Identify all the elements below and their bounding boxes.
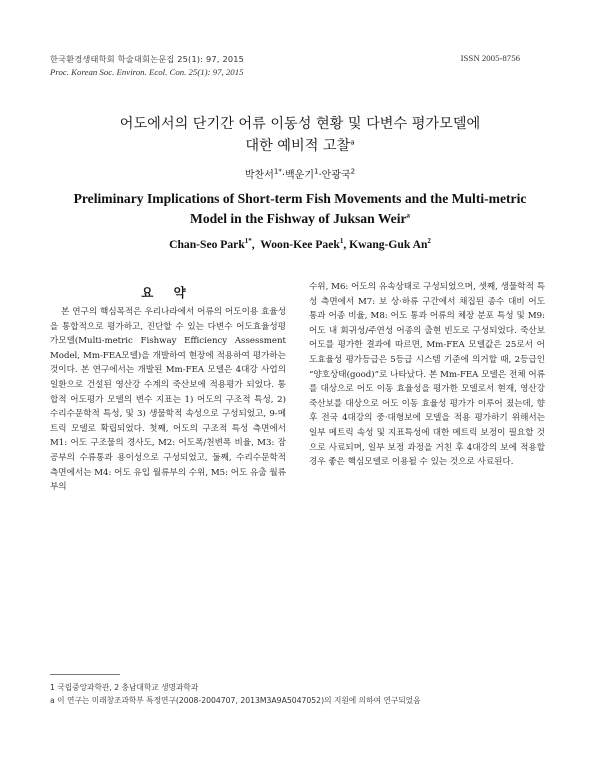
author-en-3: Kwang-Guk An xyxy=(349,238,428,251)
author-en-1-mark: 1* xyxy=(244,237,252,246)
footnote-divider xyxy=(50,674,120,675)
author-ko-2-mark: 1 xyxy=(314,167,319,176)
paper-title-korean xyxy=(0,113,600,157)
abstract-heading: 요 약 xyxy=(141,285,194,300)
journal-name-korean: 한국환경생태학회 학술대회논문집 25(1): 97, 2015 xyxy=(50,54,245,64)
footnotes xyxy=(50,681,550,707)
paper-title-english xyxy=(60,189,540,229)
abstract-column-right xyxy=(309,280,545,470)
author-ko-3: 안광국 xyxy=(321,170,351,181)
running-header xyxy=(50,53,244,79)
author-ko-1: 박찬서 xyxy=(244,170,274,181)
author-ko-2: 백운기 xyxy=(285,170,314,181)
title-ko-line2-wrap xyxy=(0,135,600,157)
author-en-2: Woon-Kee Paek xyxy=(260,238,340,251)
authors-korean: 박찬서$^{1*}$·백운기$^1$·안광국$^2$ xyxy=(244,167,356,181)
abstract-column-left xyxy=(50,305,286,495)
abstract-left-text: 본 연구의 핵심목적은 우리나라에서 어류의 어도이용 효율성을 통합적으로 평가하고, 진단할 수 있는 다변수 어도효율성평가모델(Multi-metric Fishway Efficiency Assessment Model, Mm-FEA모델)을 개발하여 현장에 적용하여 평가하는 것이다. 본 연구에서는 개발된 Mm-FEA 모델은 4대강 사업의 일환으로 건설된 영산강 수계의 죽산보에 적용평가 되었다. 통합적 어도평가 모델의 변수 지표는 1) 어도의 구조적 특성, 2) 수리수문학적 특성, 및 3) 생물학적 속성으로 구성되었고, 9-메트릭 모델로 확립되었다. 첫째, 어도의 구조적 특성 측면에서 M1: 어도 구조물의 경사도, M2: 어도폭/천변폭 비율, M3: 잠공부의 수류통과 용이성으로 구성되었고, 둘째, 수리수문학적 측면에서는 M4: 어도 유입 월류부의 수위, M5: 어도 유출 월류부의 xyxy=(50,307,286,493)
author-ko-1-mark: 1* xyxy=(273,167,282,176)
title-ko-line2: 대한 예비적 고찰 xyxy=(245,138,351,154)
author-en-3-mark: 2 xyxy=(427,237,431,246)
abstract-right-text: 수위, M6: 어도의 유속상태로 구성되었으며, 셋째, 생물학적 특성 측면에서 M7: 보 상·하류 구간에서 채집된 종수 대비 어도 통과 어종 비율, M8: 어도 통과 어류의 체장 분포 특성 및 M9: 어도 내 회귀성/주연성 어종의 출현 빈도로 구성되었다. 죽산보 어도를 평가한 결과에 따르면, Mm-FEA 모델값은 25로서 어도효율성 평가등급은 5등급 시스템 기준에 의거할 때, 2등급인 “양호상태(good)”로 나타났다. 본 Mm-FEA 모델은 전체 어류를 대상으로 어도 이동 효율성을 평가한 모델로서 현재, 영산강 죽산보를 대상으로 어도 이동 효율성 평가가 이루어 졌는데, 향후 전국 4대강의 중·대형보에 모델을 적용 평가하기 위해서는 일부 메트릭 속성 및 지표특성에 대한 메트릭 보정이 필요할 것으로 사료되며, 일부 보정 과정을 거친 후 4대강의 보에 적용할 경우 좋은 핵심모델로 이용될 수 있는 것으로 사료된다. xyxy=(309,282,545,468)
author-en-2-mark: 1 xyxy=(339,237,344,246)
title-ko-line1: 어도에서의 단기간 어류 이동성 현황 및 다변수 평가모델에 xyxy=(119,116,481,132)
footnote-affiliations: 1 국립중앙과학관, 2 충남대학교 생명과학과 xyxy=(50,683,199,692)
author-ko-3-mark: 2 xyxy=(350,167,356,176)
title-ko-footnote-mark: a xyxy=(350,138,355,147)
author-en-1: Chan-Seo Park xyxy=(169,238,245,251)
title-en-text: Preliminary Implications of Short-term Fish Movements and the Multi-metric Model in the Fishway of Juksan Weir xyxy=(73,191,527,226)
footnote-funding: a 이 연구는 미래창조과학부 특정연구(2008-2004707, 2013M3A9A5047052)의 지원에 의하여 연구되었음 xyxy=(50,696,421,705)
journal-name-english: Proc. Korean Soc. Environ. Ecol. Con. 25(1): 97, 2015 xyxy=(50,67,244,77)
title-en-footnote-mark: a xyxy=(406,211,411,220)
issn: ISSN 2005-8756 xyxy=(460,53,520,63)
authors-english: Chan-Seo Park$^{1*}$, Woon-Kee Paek$^1$, Kwang-Guk An$^2$ xyxy=(169,237,431,251)
